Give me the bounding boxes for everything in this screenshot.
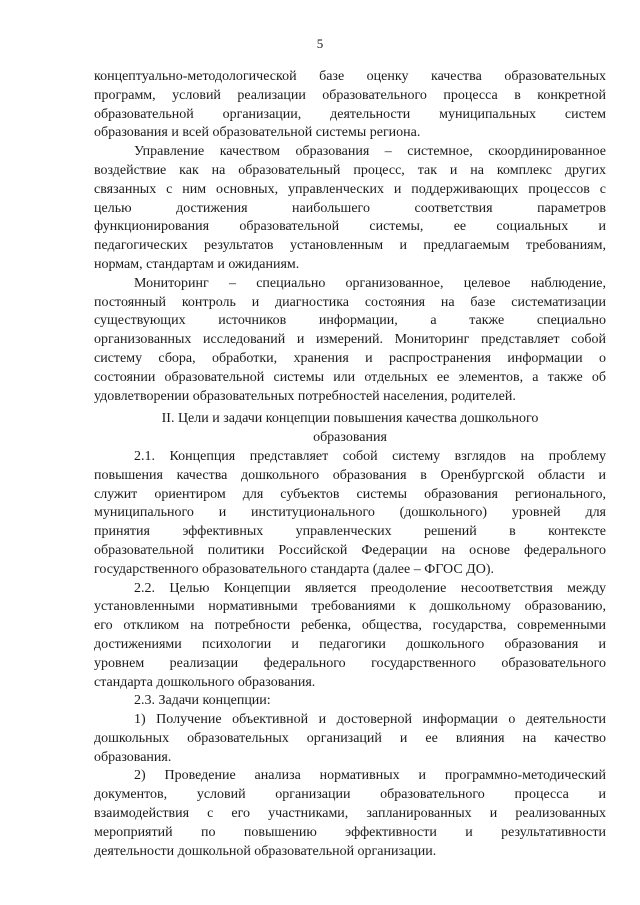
text-line: воздействие как на образовательный процесс, так и на комплекс других <box>94 162 606 178</box>
heading-line: II. Цели и задачи концепции повышения качества дошкольного <box>161 411 539 427</box>
text-line: 2.3. Задачи концепции: <box>134 693 271 709</box>
text-line: стандарта дошкольного образования. <box>94 674 316 690</box>
intro-paragraphs <box>94 68 606 406</box>
paragraph-p-task-1 <box>94 711 606 767</box>
text-line: постоянный контроль и диагностика состояния на базе систематизации <box>94 294 606 310</box>
heading-line: образования <box>313 430 387 446</box>
text-line: его откликом на потребности ребенка, общества, государства, современными <box>94 618 606 634</box>
text-line: установленными нормативными требованиями к дошкольному образованию, <box>94 599 606 615</box>
text-line: программ, условий реализации образовательного процесса в конкретной <box>94 87 606 103</box>
text-line: педагогических результатов установленным и предлагаемым требованиям, <box>94 238 606 254</box>
text-line: 2.2. Целью Концепции является преодоление несоответствия между <box>134 580 606 596</box>
text-line: существующих источников информации, а также специально <box>94 313 606 329</box>
text-line: Управление качеством образования – системное, скоординированное <box>134 144 606 160</box>
paragraph-p-2-2 <box>94 580 606 693</box>
text-line: служит ориентиром для субъектов системы образования регионального, <box>94 486 606 502</box>
text-line: организованных исследований и измерений. Мониторинг представляет собой <box>94 332 606 348</box>
text-line: повышения качества дошкольного образования в Оренбургской области и <box>94 467 606 483</box>
text-line: Мониторинг – специально организованное, целевое наблюдение, <box>134 275 606 291</box>
text-line: деятельности дошкольной образовательной организации. <box>94 843 437 859</box>
text-line: 2) Проведение анализа нормативных и программно-методический <box>134 768 606 784</box>
paragraph-p-2-3 <box>94 692 606 711</box>
text-line: 2.1. Концепция представляет собой систему взглядов на проблему <box>134 448 606 464</box>
text-line: 1) Получение объективной и достоверной информации о деятельности <box>134 712 606 728</box>
text-line: образовательной политики Российской Федерации на основе федерального <box>94 542 606 558</box>
text-line: дошкольных образовательных организаций и ее влияния на качество <box>94 730 606 746</box>
text-line: состоянии образовательной системы или отдельных ее элементов, а также об <box>94 369 606 385</box>
paragraph-p-continuation <box>94 68 606 143</box>
text-line: образования и всей образовательной системы региона. <box>94 125 421 141</box>
page-number: 5 <box>316 36 324 51</box>
text-line: целью достижения наибольшего соответствия параметров <box>94 200 606 216</box>
text-line: достижениями психологии и педагогики дошкольного образования и <box>94 636 606 652</box>
text-line: государственного образовательного стандарта (далее – ФГОС ДО). <box>94 561 494 577</box>
text-line: функционирования образовательной системы, ее социальных и <box>94 219 606 235</box>
section-heading <box>94 410 606 448</box>
section-paragraphs <box>94 448 606 862</box>
text-line: мероприятий по повышению эффективности и результативности <box>94 824 606 840</box>
text-line: нормам, стандартам и ожиданиям. <box>94 256 300 272</box>
text-line: концептуально-методологической базе оценку качества образовательных <box>94 69 606 84</box>
document-body <box>94 68 606 861</box>
text-line: документов, условий организации образовательного процесса и <box>94 787 606 803</box>
paragraph-p-quality-management <box>94 143 606 275</box>
paragraph-p-monitoring <box>94 275 606 407</box>
text-line: образовательной организации, деятельности муниципальных систем <box>94 106 606 122</box>
text-line: удовлетворении образовательных потребностей населения, родителей. <box>94 388 516 404</box>
text-line: уровнем реализации федерального государственного образовательного <box>94 655 606 671</box>
text-line: взаимодействия с его участниками, запланированных и реализованных <box>94 806 606 822</box>
text-line: муниципального и институционального (дошкольного) уровней для <box>94 505 606 521</box>
text-line: связанных с ним основных, управленческих и поддерживающих процессов с <box>94 181 606 197</box>
paragraph-p-2-1 <box>94 448 606 580</box>
text-line: образования. <box>94 749 172 765</box>
text-line: систему сбора, обработки, хранения и распространения информации о <box>94 350 606 366</box>
paragraph-p-task-2 <box>94 767 606 861</box>
text-line: принятия эффективных управленческих решений в контексте <box>94 524 606 540</box>
